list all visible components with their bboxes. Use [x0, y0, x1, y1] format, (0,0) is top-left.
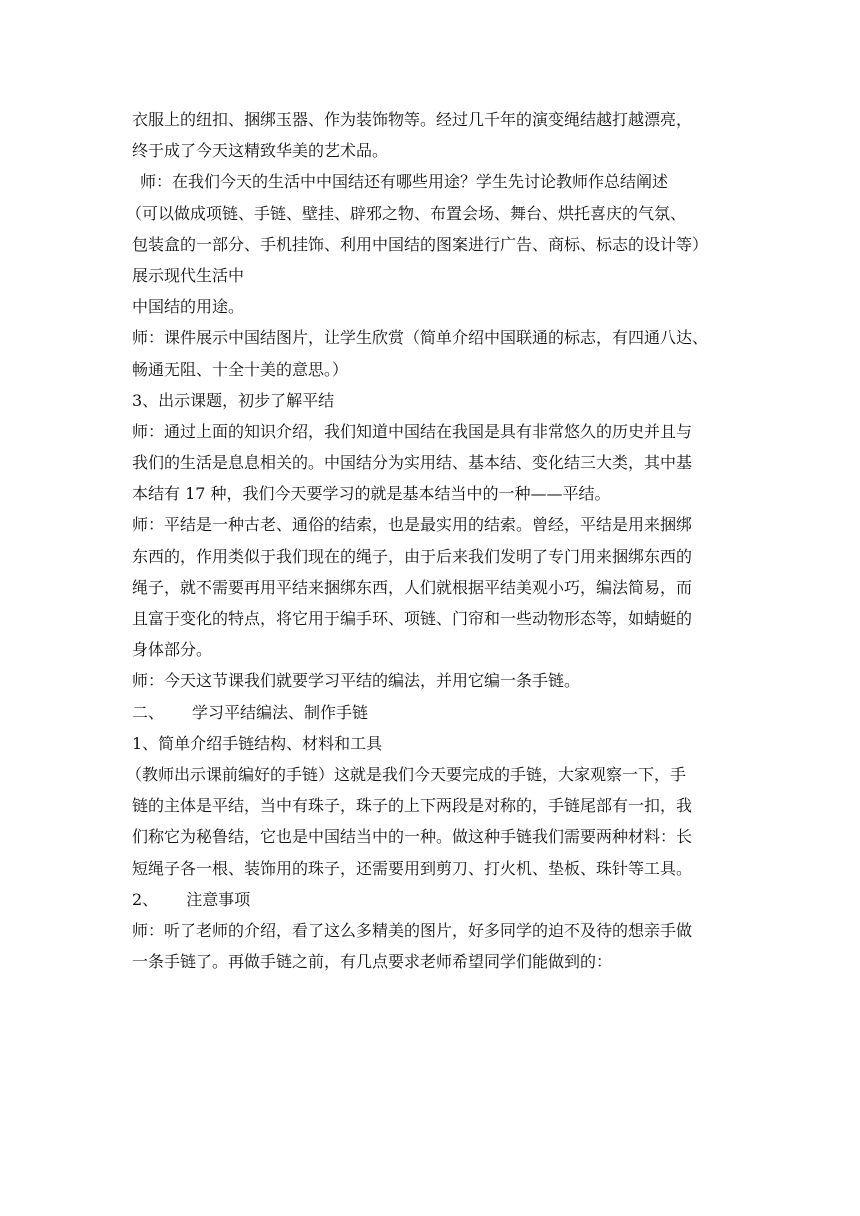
text-line: 师：课件展示中国结图片，让学生欣赏（简单介绍中国联通的标志，有四通八达、: [132, 328, 709, 348]
text-line: 且富于变化的特点，将它用于编手环、项链、门帘和一些动物形态等，如蜻蜓的: [132, 609, 693, 628]
text-line: 终于成了今天这精致华美的艺术品。: [132, 141, 389, 161]
heading-text: 注意事项: [186, 889, 251, 909]
heading-number: 2、: [132, 889, 159, 909]
text-line: 师：听了老师的介绍，看了这么多精美的图片，好多同学的迫不及待的想亲手做: [132, 920, 693, 940]
text-line: 展示现代生活中: [132, 265, 245, 285]
text-line: 身体部分。: [132, 640, 213, 660]
text-line: （教师出示课前编好的手链）这就是我们今天要完成的手链，大家观察一下，手: [126, 764, 687, 784]
text-line: 我们的生活是息息相关的。中国结分为实用结、基本结、变化结三大类，其中基: [132, 453, 693, 473]
text-line: 链的主体是平结，当中有珠子，珠子的上下两段是对称的，手链尾部有一扣，我: [132, 796, 693, 816]
section-heading: 1、简单介绍手链结构、材料和工具: [132, 733, 383, 753]
document-body: [126, 104, 732, 977]
section-heading: [132, 884, 732, 915]
section-heading: 3、出示课题，初步了解平结: [132, 390, 335, 410]
text-line: 东西的，作用类似于我们现在的绳子，由于后来我们发明了专门用来捆绑东西的: [132, 546, 693, 566]
text-line: 们称它为秘鲁结，它也是中国结当中的一种。做这种手链我们需要两种材料：长: [132, 827, 693, 847]
text-line: 衣服上的纽扣、捆绑玉器、作为装饰物等。经过几千年的演变绳结越打越漂亮，: [132, 110, 693, 129]
text-line: 师：平结是一种古老、通俗的结索，也是最实用的结索。曾经，平结是用来捆绑: [132, 515, 693, 535]
heading-number: 二、: [132, 702, 165, 722]
text-line: 中国结的用途。: [132, 297, 245, 317]
text-line: 畅通无阻、十全十美的意思。）: [132, 359, 349, 379]
heading-text: 学习平结编法、制作手链: [192, 702, 369, 722]
text-line: 绳子，就不需要再用平结来捆绑东西，人们就根据平结美观小巧，编法简易，而: [132, 577, 693, 597]
text-line: 师：通过上面的知识介绍，我们知道中国结在我国是具有非常悠久的历史并且与: [132, 421, 693, 441]
text-line: 本结有 17 种，我们今天要学习的就是基本结当中的一种——平结。: [132, 484, 611, 504]
text-line: 师：在我们今天的生活中中国结还有哪些用途？学生先讨论教师作总结阐述: [140, 172, 669, 192]
section-heading: [132, 697, 732, 728]
text-line: 一条手链了。再做手链之前，有几点要求老师希望同学们能做到的：: [132, 952, 613, 972]
text-line: （可以做成项链、手链、壁挂、辟邪之物、布置会场、舞台、烘托喜庆的气氛、: [126, 203, 687, 223]
text-line: 包装盒的一部分、手机挂饰、利用中国结的图案进行广告、商标、标志的设计等）: [132, 234, 709, 254]
text-line: 短绳子各一根、装饰用的珠子，还需要用到剪刀、打火机、垫板、珠针等工具。: [132, 858, 693, 878]
text-line: 师：今天这节课我们就要学习平结的编法，并用它编一条手链。: [132, 671, 581, 691]
